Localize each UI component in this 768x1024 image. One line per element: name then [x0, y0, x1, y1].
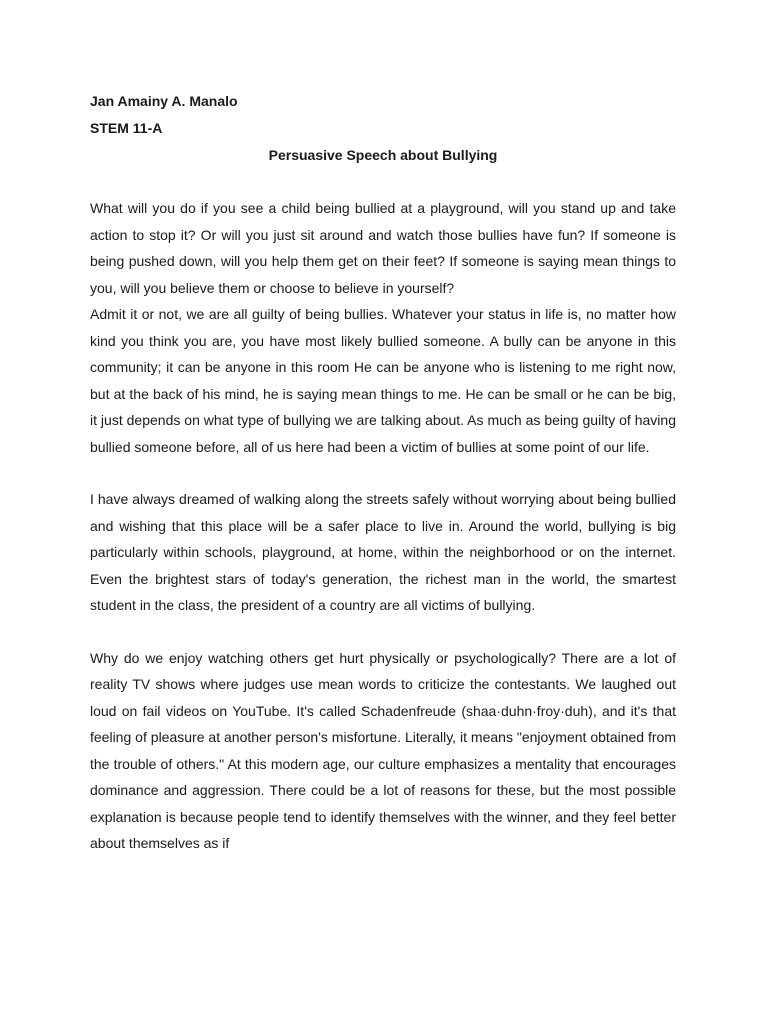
class-section: STEM 11-A	[90, 120, 163, 136]
paragraph-spacer	[90, 619, 676, 645]
paragraph-schadenfreude: Why do we enjoy watching others get hurt physically or psychologically? There are a lot of reality TV shows where judges use mean words to criticize the contestants. We laughed out loud on fail videos on YouTube. It's called Schadenfreude (shaa·duhn·froy·duh), and it's that feeling of pleasure at another person's misfortune. Literally, it means "enjoyment obtained from the trouble of others." At this modern age, our culture emphasizes a mentality that encourages dominance and aggression. There could be a lot of reasons for these, but the most possible explanation is because people tend to identify themselves with the winner, and they feel better about themselves as if	[90, 649, 676, 851]
document-title: Persuasive Speech about Bullying	[268, 147, 498, 163]
paragraph-dream: I have always dreamed of walking along the streets safely without worrying about being bullied and wishing that this place will be a safer place to live in. Around the world, bullying is big particularly within schools, playground, at home, within the neighborhood or on the internet. Even the brightest stars of today's generation, the richest man in the world, the smartest student in the class, the president of a country are all victims of bullying.	[90, 491, 676, 613]
paragraph-spacer	[90, 460, 676, 486]
author-name: Jan Amainy A. Manalo	[90, 93, 238, 109]
document-page	[90, 88, 676, 857]
paragraph-guilty: Admit it or not, we are all guilty of being bullies. Whatever your status in life is, no matter how kind you think you are, you have most likely bullied someone. A bully can be anyone in this community; it can be anyone in this room He can be anyone who is listening to me right now, but at the back of his mind, he is saying mean things to me. He can be small or he can be big, it just depends on what type of bullying we are talking about. As much as being guilty of having bullied someone before, all of us here had been a victim of bullies at some point of our life.	[90, 306, 676, 455]
paragraph-intro: What will you do if you see a child being bullied at a playground, will you stand up and take action to stop it? Or will you just sit around and watch those bullies have fun? If someone is being pushed down, will you help them get on their feet? If someone is saying mean things to you, will you believe them or choose to believe in yourself?	[90, 200, 676, 296]
